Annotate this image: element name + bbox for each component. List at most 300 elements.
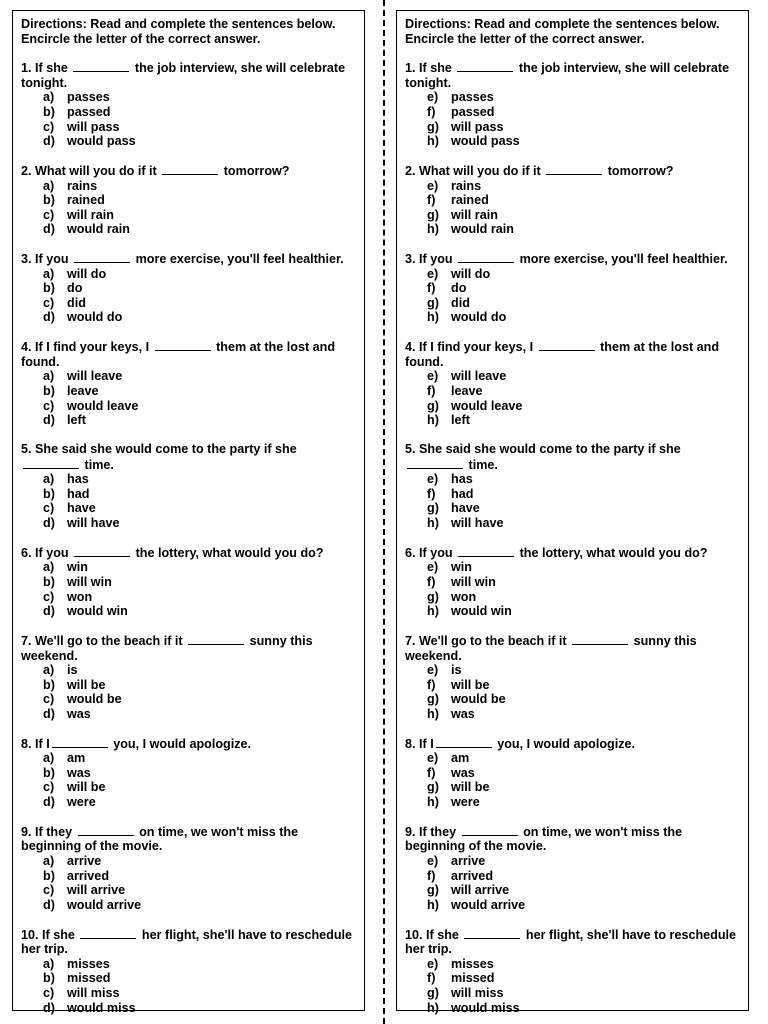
answer-option[interactable] — [427, 1001, 743, 1016]
option-text: will do — [451, 266, 491, 281]
question-text-after: on time, we won't miss the beginning of the movie. — [405, 824, 683, 854]
question-item — [21, 442, 359, 531]
question-text-after: her flight, she'll have to reschedule her trip. — [405, 927, 737, 957]
option-text: would leave — [451, 398, 523, 413]
option-letter: c) — [43, 692, 55, 707]
answer-option[interactable] — [427, 516, 743, 531]
option-letter: e) — [427, 560, 439, 575]
answer-blank — [80, 927, 136, 939]
answer-option[interactable] — [427, 971, 743, 986]
question-list — [405, 60, 743, 1015]
option-letter: c) — [43, 295, 55, 310]
question-text-before: 9. If they — [405, 824, 460, 839]
answer-option[interactable] — [427, 957, 743, 972]
answer-blank — [464, 927, 520, 939]
option-text: had — [67, 486, 90, 501]
option-text: am — [451, 751, 470, 766]
option-letter: f) — [427, 971, 436, 986]
option-letter: g) — [427, 119, 439, 134]
question-text-after: more exercise, you'll feel healthier. — [132, 252, 344, 267]
answer-options — [405, 472, 743, 530]
answer-option[interactable] — [427, 766, 743, 781]
answer-option[interactable] — [43, 296, 359, 311]
option-text: will leave — [67, 369, 123, 384]
option-text: will arrive — [67, 883, 126, 898]
option-letter: h) — [427, 795, 439, 810]
option-text: leave — [451, 384, 483, 399]
option-text: will leave — [451, 369, 507, 384]
answer-option[interactable] — [427, 267, 743, 282]
answer-option[interactable] — [427, 707, 743, 722]
answer-option[interactable] — [427, 310, 743, 325]
answer-options — [405, 369, 743, 427]
question-text-before: 4. If I find your keys, I — [405, 340, 537, 355]
option-letter: b) — [43, 104, 55, 119]
question-text-after: tomorrow? — [220, 163, 290, 178]
option-text: won — [451, 589, 477, 604]
answer-option[interactable] — [43, 986, 359, 1001]
option-text: do — [451, 281, 467, 296]
answer-option[interactable] — [427, 179, 743, 194]
option-letter: a) — [43, 956, 55, 971]
question-text-after: the lottery, what would you do? — [132, 545, 324, 560]
answer-option[interactable] — [43, 90, 359, 105]
option-letter: d) — [43, 1000, 55, 1015]
option-text: would miss — [451, 1000, 520, 1015]
answer-option[interactable] — [427, 883, 743, 898]
question-text — [405, 251, 743, 267]
option-text: left — [451, 413, 470, 428]
answer-options — [21, 267, 359, 325]
answer-option[interactable] — [427, 780, 743, 795]
question-text-before: 4. If I find your keys, I — [21, 340, 153, 355]
question-text — [405, 442, 743, 472]
answer-option[interactable] — [427, 869, 743, 884]
answer-option[interactable] — [427, 384, 743, 399]
answer-option[interactable] — [43, 663, 359, 678]
question-item — [21, 339, 359, 428]
option-letter: c) — [43, 207, 55, 222]
option-text: passed — [67, 104, 111, 119]
question-text-after: sunny this weekend. — [21, 633, 313, 663]
question-text — [21, 927, 359, 957]
answer-blank — [539, 339, 595, 351]
answer-option[interactable] — [427, 134, 743, 149]
option-letter: c) — [43, 398, 55, 413]
option-letter: e) — [427, 751, 439, 766]
answer-blank — [52, 736, 108, 748]
option-letter: f) — [427, 574, 436, 589]
question-text-after: the lottery, what would you do? — [516, 545, 708, 560]
option-text: did — [451, 295, 470, 310]
option-text: will win — [67, 574, 112, 589]
question-text-after: her flight, she'll have to reschedule her trip. — [21, 927, 353, 957]
answer-options — [21, 663, 359, 721]
option-letter: g) — [427, 692, 439, 707]
option-letter: a) — [43, 178, 55, 193]
option-text: left — [67, 413, 86, 428]
answer-options — [405, 179, 743, 237]
answer-option[interactable] — [43, 193, 359, 208]
option-text: leave — [67, 384, 99, 399]
answer-option[interactable] — [427, 399, 743, 414]
option-letter: a) — [43, 663, 55, 678]
option-letter: g) — [427, 207, 439, 222]
answer-option[interactable] — [427, 90, 743, 105]
option-letter: h) — [427, 222, 439, 237]
answer-blank — [457, 60, 513, 72]
option-text: will miss — [451, 985, 504, 1000]
answer-option[interactable] — [43, 575, 359, 590]
option-letter: g) — [427, 501, 439, 516]
option-letter: b) — [43, 281, 55, 296]
question-text — [21, 251, 359, 267]
option-letter: c) — [43, 119, 55, 134]
directions — [405, 17, 743, 46]
option-letter: b) — [43, 384, 55, 399]
answer-option[interactable] — [43, 604, 359, 619]
answer-option[interactable] — [427, 413, 743, 428]
option-text: would arrive — [451, 897, 526, 912]
option-text: would rain — [67, 222, 130, 237]
answer-option[interactable] — [43, 883, 359, 898]
question-text-before: 10. If she — [21, 927, 79, 942]
question-text — [405, 163, 743, 179]
option-letter: b) — [43, 677, 55, 692]
option-letter: d) — [43, 310, 55, 325]
answer-option[interactable] — [43, 766, 359, 781]
option-letter: f) — [427, 486, 436, 501]
question-text-after: time. — [81, 457, 114, 472]
option-letter: d) — [43, 706, 55, 721]
option-text: will be — [451, 780, 490, 795]
option-letter: h) — [427, 515, 439, 530]
answer-option[interactable] — [43, 413, 359, 428]
question-text-before: 7. We'll go to the beach if it — [405, 633, 571, 648]
option-text: rained — [451, 193, 489, 208]
option-text: arrived — [451, 868, 494, 883]
answer-option[interactable] — [427, 296, 743, 311]
question-item — [405, 251, 743, 325]
answer-option[interactable] — [43, 120, 359, 135]
answer-option[interactable] — [427, 795, 743, 810]
option-text: is — [67, 663, 78, 678]
question-text-after: you, I would apologize. — [493, 736, 636, 751]
option-letter: b) — [43, 193, 55, 208]
option-text: will be — [67, 780, 106, 795]
option-text: would win — [67, 604, 128, 619]
question-item — [405, 824, 743, 913]
option-text: missed — [67, 971, 111, 986]
option-letter: b) — [43, 486, 55, 501]
option-letter: b) — [43, 868, 55, 883]
answer-options — [21, 751, 359, 809]
answer-option[interactable] — [427, 105, 743, 120]
question-item — [405, 60, 743, 149]
option-text: will be — [67, 677, 106, 692]
answer-option[interactable] — [427, 208, 743, 223]
option-letter: f) — [427, 677, 436, 692]
option-text: will do — [67, 266, 107, 281]
answer-option[interactable] — [427, 560, 743, 575]
option-letter: h) — [427, 1000, 439, 1015]
option-text: win — [67, 560, 88, 575]
answer-options — [21, 369, 359, 427]
option-letter: e) — [427, 369, 439, 384]
answer-option[interactable] — [427, 663, 743, 678]
answer-options — [405, 663, 743, 721]
answer-option[interactable] — [427, 751, 743, 766]
question-item — [21, 163, 359, 237]
answer-option[interactable] — [43, 707, 359, 722]
answer-option[interactable] — [43, 869, 359, 884]
option-text: rained — [67, 193, 105, 208]
option-letter: d) — [43, 222, 55, 237]
option-text: would arrive — [67, 897, 142, 912]
option-text: would pass — [451, 134, 520, 149]
answer-option[interactable] — [43, 134, 359, 149]
answer-option[interactable] — [427, 575, 743, 590]
answer-option[interactable] — [427, 222, 743, 237]
answer-option[interactable] — [427, 590, 743, 605]
directions-line-1: Directions: Read and complete the sentences below. — [405, 17, 720, 31]
answer-blank — [73, 60, 129, 72]
answer-blank — [74, 545, 130, 557]
answer-option[interactable] — [43, 692, 359, 707]
answer-blank — [155, 339, 211, 351]
answer-option[interactable] — [43, 310, 359, 325]
option-text: won — [67, 589, 93, 604]
option-letter: a) — [43, 266, 55, 281]
option-letter: b) — [43, 574, 55, 589]
option-text: arrived — [67, 868, 110, 883]
question-text-before: 1. If she — [21, 61, 72, 76]
answer-option[interactable] — [43, 854, 359, 869]
answer-options — [405, 90, 743, 148]
option-letter: d) — [43, 795, 55, 810]
option-letter: f) — [427, 765, 436, 780]
answer-option[interactable] — [43, 399, 359, 414]
answer-options — [21, 854, 359, 912]
option-text: arrive — [451, 854, 486, 868]
question-text-before: 2. What will you do if it — [405, 163, 545, 178]
option-letter: e) — [427, 472, 439, 487]
worksheet-panel-right — [396, 10, 749, 1015]
answer-options — [21, 90, 359, 148]
answer-blank — [74, 251, 130, 263]
answer-option[interactable] — [43, 281, 359, 296]
answer-option[interactable] — [427, 854, 743, 869]
question-text-after: tomorrow? — [604, 163, 674, 178]
answer-option[interactable] — [43, 957, 359, 972]
option-letter: a) — [43, 854, 55, 868]
question-text — [405, 633, 743, 663]
question-text-before: 9. If they — [21, 824, 76, 839]
answer-option[interactable] — [43, 560, 359, 575]
option-text: would be — [451, 692, 506, 707]
option-text: will have — [67, 515, 120, 530]
option-letter: a) — [43, 751, 55, 766]
option-text: were — [451, 795, 480, 810]
answer-option[interactable] — [427, 986, 743, 1001]
answer-option[interactable] — [427, 472, 743, 487]
option-text: has — [67, 472, 89, 487]
option-letter: c) — [43, 501, 55, 516]
answer-options — [405, 957, 743, 1015]
dashed-cut-line — [383, 0, 385, 1024]
answer-options — [405, 560, 743, 618]
option-text: have — [67, 501, 96, 516]
option-letter: e) — [427, 178, 439, 193]
question-item — [21, 545, 359, 619]
question-text-after: them at the lost and found. — [405, 340, 720, 369]
option-text: missed — [451, 971, 495, 986]
question-text-after: on time, we won't miss the beginning of the movie. — [21, 824, 299, 854]
option-letter: d) — [43, 604, 55, 619]
option-letter: g) — [427, 398, 439, 413]
question-text-before: 2. What will you do if it — [21, 163, 161, 178]
option-letter: a) — [43, 560, 55, 575]
answer-option[interactable] — [43, 384, 359, 399]
option-letter: h) — [427, 706, 439, 721]
question-text — [405, 927, 743, 957]
answer-option[interactable] — [43, 516, 359, 531]
answer-option[interactable] — [43, 1001, 359, 1016]
option-text: misses — [67, 956, 110, 971]
answer-option[interactable] — [427, 898, 743, 913]
option-text: would be — [67, 692, 122, 707]
answer-option[interactable] — [43, 179, 359, 194]
answer-options — [21, 179, 359, 237]
question-item — [405, 442, 743, 531]
question-text-after: you, I would apologize. — [109, 736, 252, 751]
answer-option[interactable] — [427, 501, 743, 516]
answer-option[interactable] — [427, 369, 743, 384]
answer-option[interactable] — [43, 501, 359, 516]
answer-option[interactable] — [43, 795, 359, 810]
question-text-before: 3. If you — [405, 252, 457, 267]
option-letter: g) — [427, 780, 439, 795]
answer-option[interactable] — [427, 678, 743, 693]
option-text: was — [451, 706, 475, 721]
answer-option[interactable] — [427, 120, 743, 135]
answer-option[interactable] — [43, 472, 359, 487]
answer-option[interactable] — [43, 780, 359, 795]
answer-option[interactable] — [43, 267, 359, 282]
question-item — [405, 927, 743, 1016]
option-text: will rain — [67, 207, 114, 222]
question-text — [21, 339, 359, 369]
option-text: would leave — [67, 398, 139, 413]
answer-options — [405, 751, 743, 809]
answer-option[interactable] — [427, 604, 743, 619]
answer-option[interactable] — [43, 971, 359, 986]
option-letter: h) — [427, 604, 439, 619]
answer-option[interactable] — [43, 751, 359, 766]
question-item — [21, 60, 359, 149]
answer-option[interactable] — [43, 898, 359, 913]
question-text-before: 7. We'll go to the beach if it — [21, 633, 187, 648]
option-text: would do — [451, 310, 507, 325]
option-letter: h) — [427, 897, 439, 912]
answer-option[interactable] — [43, 487, 359, 502]
option-letter: g) — [427, 985, 439, 1000]
option-letter: c) — [43, 780, 55, 795]
question-text — [21, 545, 359, 561]
option-letter: f) — [427, 868, 436, 883]
question-text — [405, 824, 743, 854]
option-letter: a) — [43, 90, 55, 105]
question-text-before: 5. She said she would come to the party if she — [21, 442, 297, 456]
option-letter: e) — [427, 854, 439, 868]
option-letter: d) — [43, 134, 55, 149]
answer-option[interactable] — [43, 208, 359, 223]
question-text — [21, 442, 359, 472]
option-letter: c) — [43, 985, 55, 1000]
question-text — [21, 736, 359, 752]
option-letter: f) — [427, 281, 436, 296]
question-text-after: sunny this weekend. — [405, 633, 697, 663]
question-text — [21, 824, 359, 854]
option-text: is — [451, 663, 462, 678]
question-text — [21, 60, 359, 90]
option-text: passes — [67, 90, 110, 105]
option-text: will miss — [67, 985, 120, 1000]
option-letter: e) — [427, 90, 439, 105]
option-text: rains — [451, 178, 482, 193]
option-letter: d) — [43, 515, 55, 530]
answer-option[interactable] — [43, 369, 359, 384]
answer-blank — [188, 633, 244, 645]
answer-blank — [458, 545, 514, 557]
question-text-before: 10. If she — [405, 927, 463, 942]
option-text: would pass — [67, 134, 136, 149]
option-letter: h) — [427, 413, 439, 428]
answer-option[interactable] — [427, 692, 743, 707]
answer-options — [21, 957, 359, 1015]
question-item — [21, 251, 359, 325]
question-item — [405, 163, 743, 237]
question-text-before: 6. If you — [21, 545, 73, 560]
directions-line-2: Encircle the letter of the correct answer. — [405, 31, 645, 46]
answer-option[interactable] — [43, 222, 359, 237]
answer-options — [405, 854, 743, 912]
directions-line-2: Encircle the letter of the correct answer. — [21, 31, 261, 46]
question-text-before: 6. If you — [405, 545, 457, 560]
option-text: will pass — [67, 119, 120, 134]
answer-option[interactable] — [427, 281, 743, 296]
option-letter: f) — [427, 104, 436, 119]
question-text — [405, 545, 743, 561]
question-item — [21, 633, 359, 722]
option-letter: a) — [43, 472, 55, 487]
answer-option[interactable] — [43, 105, 359, 120]
option-text: was — [67, 765, 91, 780]
question-text — [405, 339, 743, 369]
answer-option[interactable] — [43, 678, 359, 693]
answer-option[interactable] — [43, 590, 359, 605]
answer-options — [21, 472, 359, 530]
question-text-before: 3. If you — [21, 252, 73, 267]
answer-option[interactable] — [427, 487, 743, 502]
option-text: win — [451, 560, 472, 575]
question-text-before: 1. If she — [405, 61, 456, 76]
option-letter: e) — [427, 266, 439, 281]
question-item — [21, 824, 359, 913]
answer-option[interactable] — [427, 193, 743, 208]
option-letter: g) — [427, 589, 439, 604]
question-item — [21, 736, 359, 810]
